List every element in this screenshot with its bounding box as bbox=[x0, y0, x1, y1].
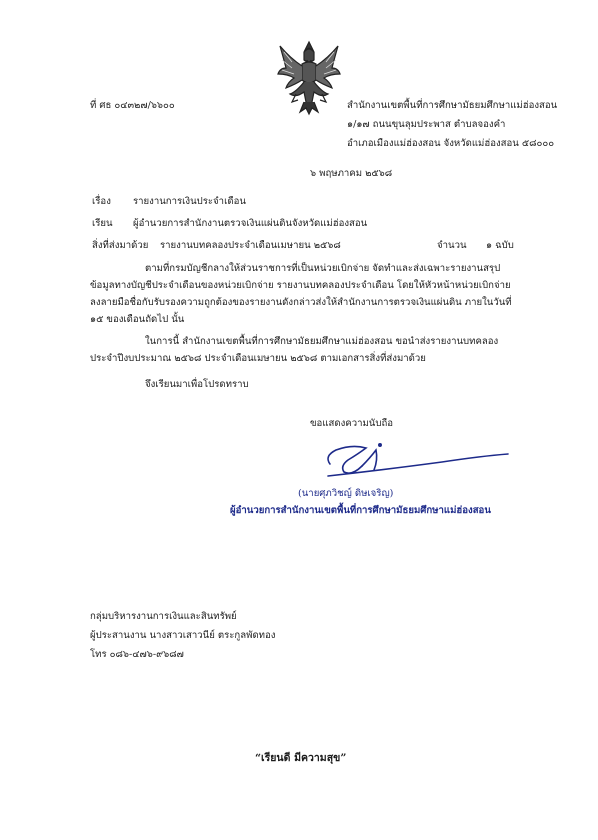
handwritten-signature bbox=[322, 436, 512, 486]
paragraph-line: ลงลายมือชื่อกับรับรองความถูกต้องของรายงานดังกล่าวส่งให้สำนักงานการตรวจเงินแผ่นดิน ภายในวันที่ bbox=[90, 297, 512, 308]
paragraph-line: ตามที่กรมบัญชีกลางให้ส่วนราชการที่เป็นหน่วยเบิกจ่าย จัดทำและส่งเฉพาะรายงานสรุป bbox=[145, 263, 501, 274]
enclosure-text: รายงานบทคลองประจำเดือนเมษายน ๒๕๖๘ bbox=[160, 240, 341, 251]
office-address-line2: อำเภอเมืองแม่ฮ่องสอน จังหวัดแม่ฮ่องสอน ๕๘๐๐๐ bbox=[347, 138, 555, 149]
signer-title: ผู้อำนวยการสำนักงานเขตพื้นที่การศึกษามัธยมศึกษาแม่ฮ่องสอน bbox=[230, 505, 491, 516]
signer-name: (นายศุภวิชญ์ ดิษเจริญ) bbox=[298, 488, 394, 499]
recipient-text: ผู้อำนวยการสำนักงานตรวจเงินแผ่นดินจังหวัดแม่ฮ่องสอน bbox=[133, 218, 368, 229]
enclosure-qty-label: จำนวน bbox=[437, 240, 467, 251]
recipient-label: เรียน bbox=[92, 218, 113, 229]
enclosure-qty-value: ๑ ฉบับ bbox=[486, 240, 514, 251]
closing-text: จึงเรียนมาเพื่อโปรดทราบ bbox=[145, 379, 249, 390]
paragraph-line: ในการนี้ สำนักงานเขตพื้นที่การศึกษามัธยมศึกษาแม่ฮ่องสอน ขอนำส่งรายงานบทคลอง bbox=[145, 336, 499, 347]
office-address-line1: ๑/๑๗ ถนนขุนลุมประพาส ตำบลจองคำ bbox=[347, 119, 506, 130]
letter-date: ๖ พฤษภาคม ๒๕๖๘ bbox=[310, 168, 393, 179]
subject-text: รายงานการเงินประจำเดือน bbox=[133, 196, 246, 207]
contact-department: กลุ่มบริหารงานการเงินและสินทรัพย์ bbox=[90, 611, 237, 622]
garuda-emblem-icon bbox=[274, 38, 344, 118]
body-paragraph-1 bbox=[90, 260, 512, 328]
office-name: สำนักงานเขตพื้นที่การศึกษามัธยมศึกษาแม่ฮ่องสอน bbox=[347, 100, 558, 111]
regards-text: ขอแสดงความนับถือ bbox=[310, 418, 394, 429]
paragraph-line: ข้อมูลทางบัญชีประจำเดือนของหน่วยเบิกจ่าย รายงานบทคลองประจำเดือน โดยให้หัวหน้าหน่วยเบิกจ่าย bbox=[90, 280, 511, 291]
paragraph-line: ประจำปีงบประมาณ ๒๕๖๘ ประจำเดือนเมษายน ๒๕๖๘ ตามเอกสารสิ่งที่ส่งมาด้วย bbox=[90, 353, 426, 364]
motto-text: “เรียนดี มีความสุข” bbox=[255, 752, 347, 764]
subject-label: เรื่อง bbox=[92, 196, 111, 207]
body-paragraph-2 bbox=[90, 333, 498, 367]
contact-coordinator: ผู้ประสานงาน นางสาวเสาวนีย์ ตระกูลพัดทอง bbox=[90, 630, 276, 641]
contact-phone: โทร ๐๘๖-๔๗๖-๙๖๘๗ bbox=[90, 649, 184, 660]
paragraph-line: ๑๕ ของเดือนถัดไป นั้น bbox=[90, 314, 185, 325]
enclosure-label: สิ่งที่ส่งมาด้วย bbox=[92, 240, 149, 251]
reference-number: ที่ ศธ ๐๔๓๒๗/๖๖๐๐ bbox=[90, 100, 175, 111]
